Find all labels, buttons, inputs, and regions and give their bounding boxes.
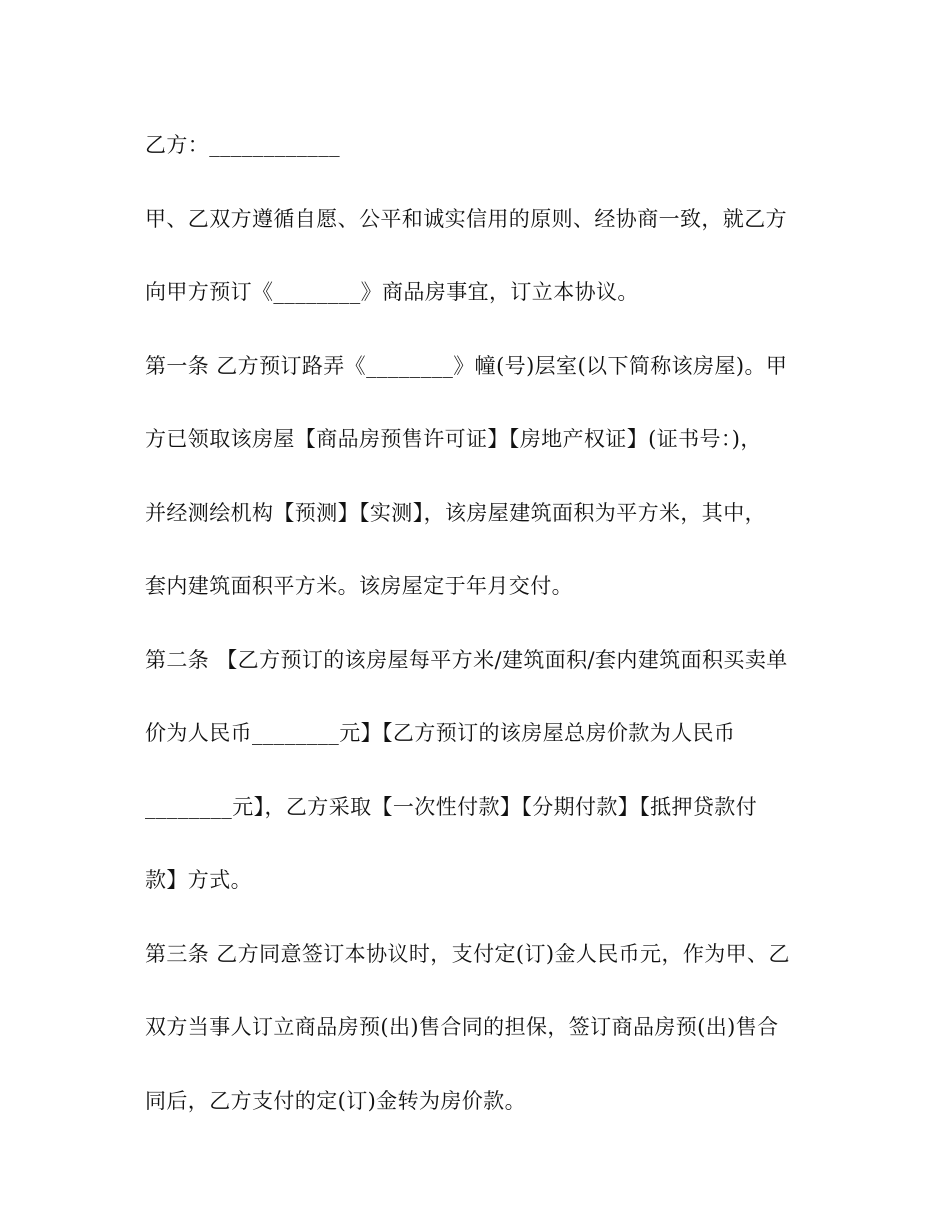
article-2-line-1: 第二条 【乙方预订的该房屋每平方米/建筑面积/套内建筑面积买卖单 (145, 647, 788, 672)
article-3-line-2: 双方当事人订立商品房预(出)售合同的担保，签订商品房预(出)售合 (145, 1015, 779, 1039)
preamble-line-2: 向甲方预订《________》商品房事宜，订立本协议。 (145, 280, 639, 304)
article-1-line-3: 并经测绘机构【预测】【实测】，该房屋建筑面积为平方米，其中， (145, 500, 766, 525)
article-2-line-2: 价为人民币________元】【乙方预订的该房屋总房价款为人民币 (145, 721, 736, 745)
article-2-line-4: 款】方式。 (145, 868, 252, 892)
article-2-line-3: ________元】，乙方采取【一次性付款】【分期付款】【抵押贷款付 (145, 794, 758, 819)
preamble-line-1: 甲、乙双方遵循自愿、公平和诚实信用的原则、经协商一致，就乙方 (145, 206, 787, 231)
article-3-line-1: 第三条 乙方同意签订本协议时，支付定(订)金人民币元，作为甲、乙 (145, 941, 790, 966)
article-1-line-2: 方已领取该房屋【商品房预售许可证】【房地产权证】(证书号：)， (145, 427, 762, 451)
party-b-line: 乙方：____________ (145, 133, 340, 157)
article-3-line-3: 同后，乙方支付的定(订)金转为房价款。 (145, 1088, 526, 1113)
article-1-line-1: 第一条 乙方预订路弄《________》幢(号)层室(以下简称该房屋)。甲 (145, 353, 788, 378)
document-body (145, 125, 815, 1154)
article-1-line-4: 套内建筑面积平方米。该房屋定于年月交付。 (145, 574, 573, 598)
